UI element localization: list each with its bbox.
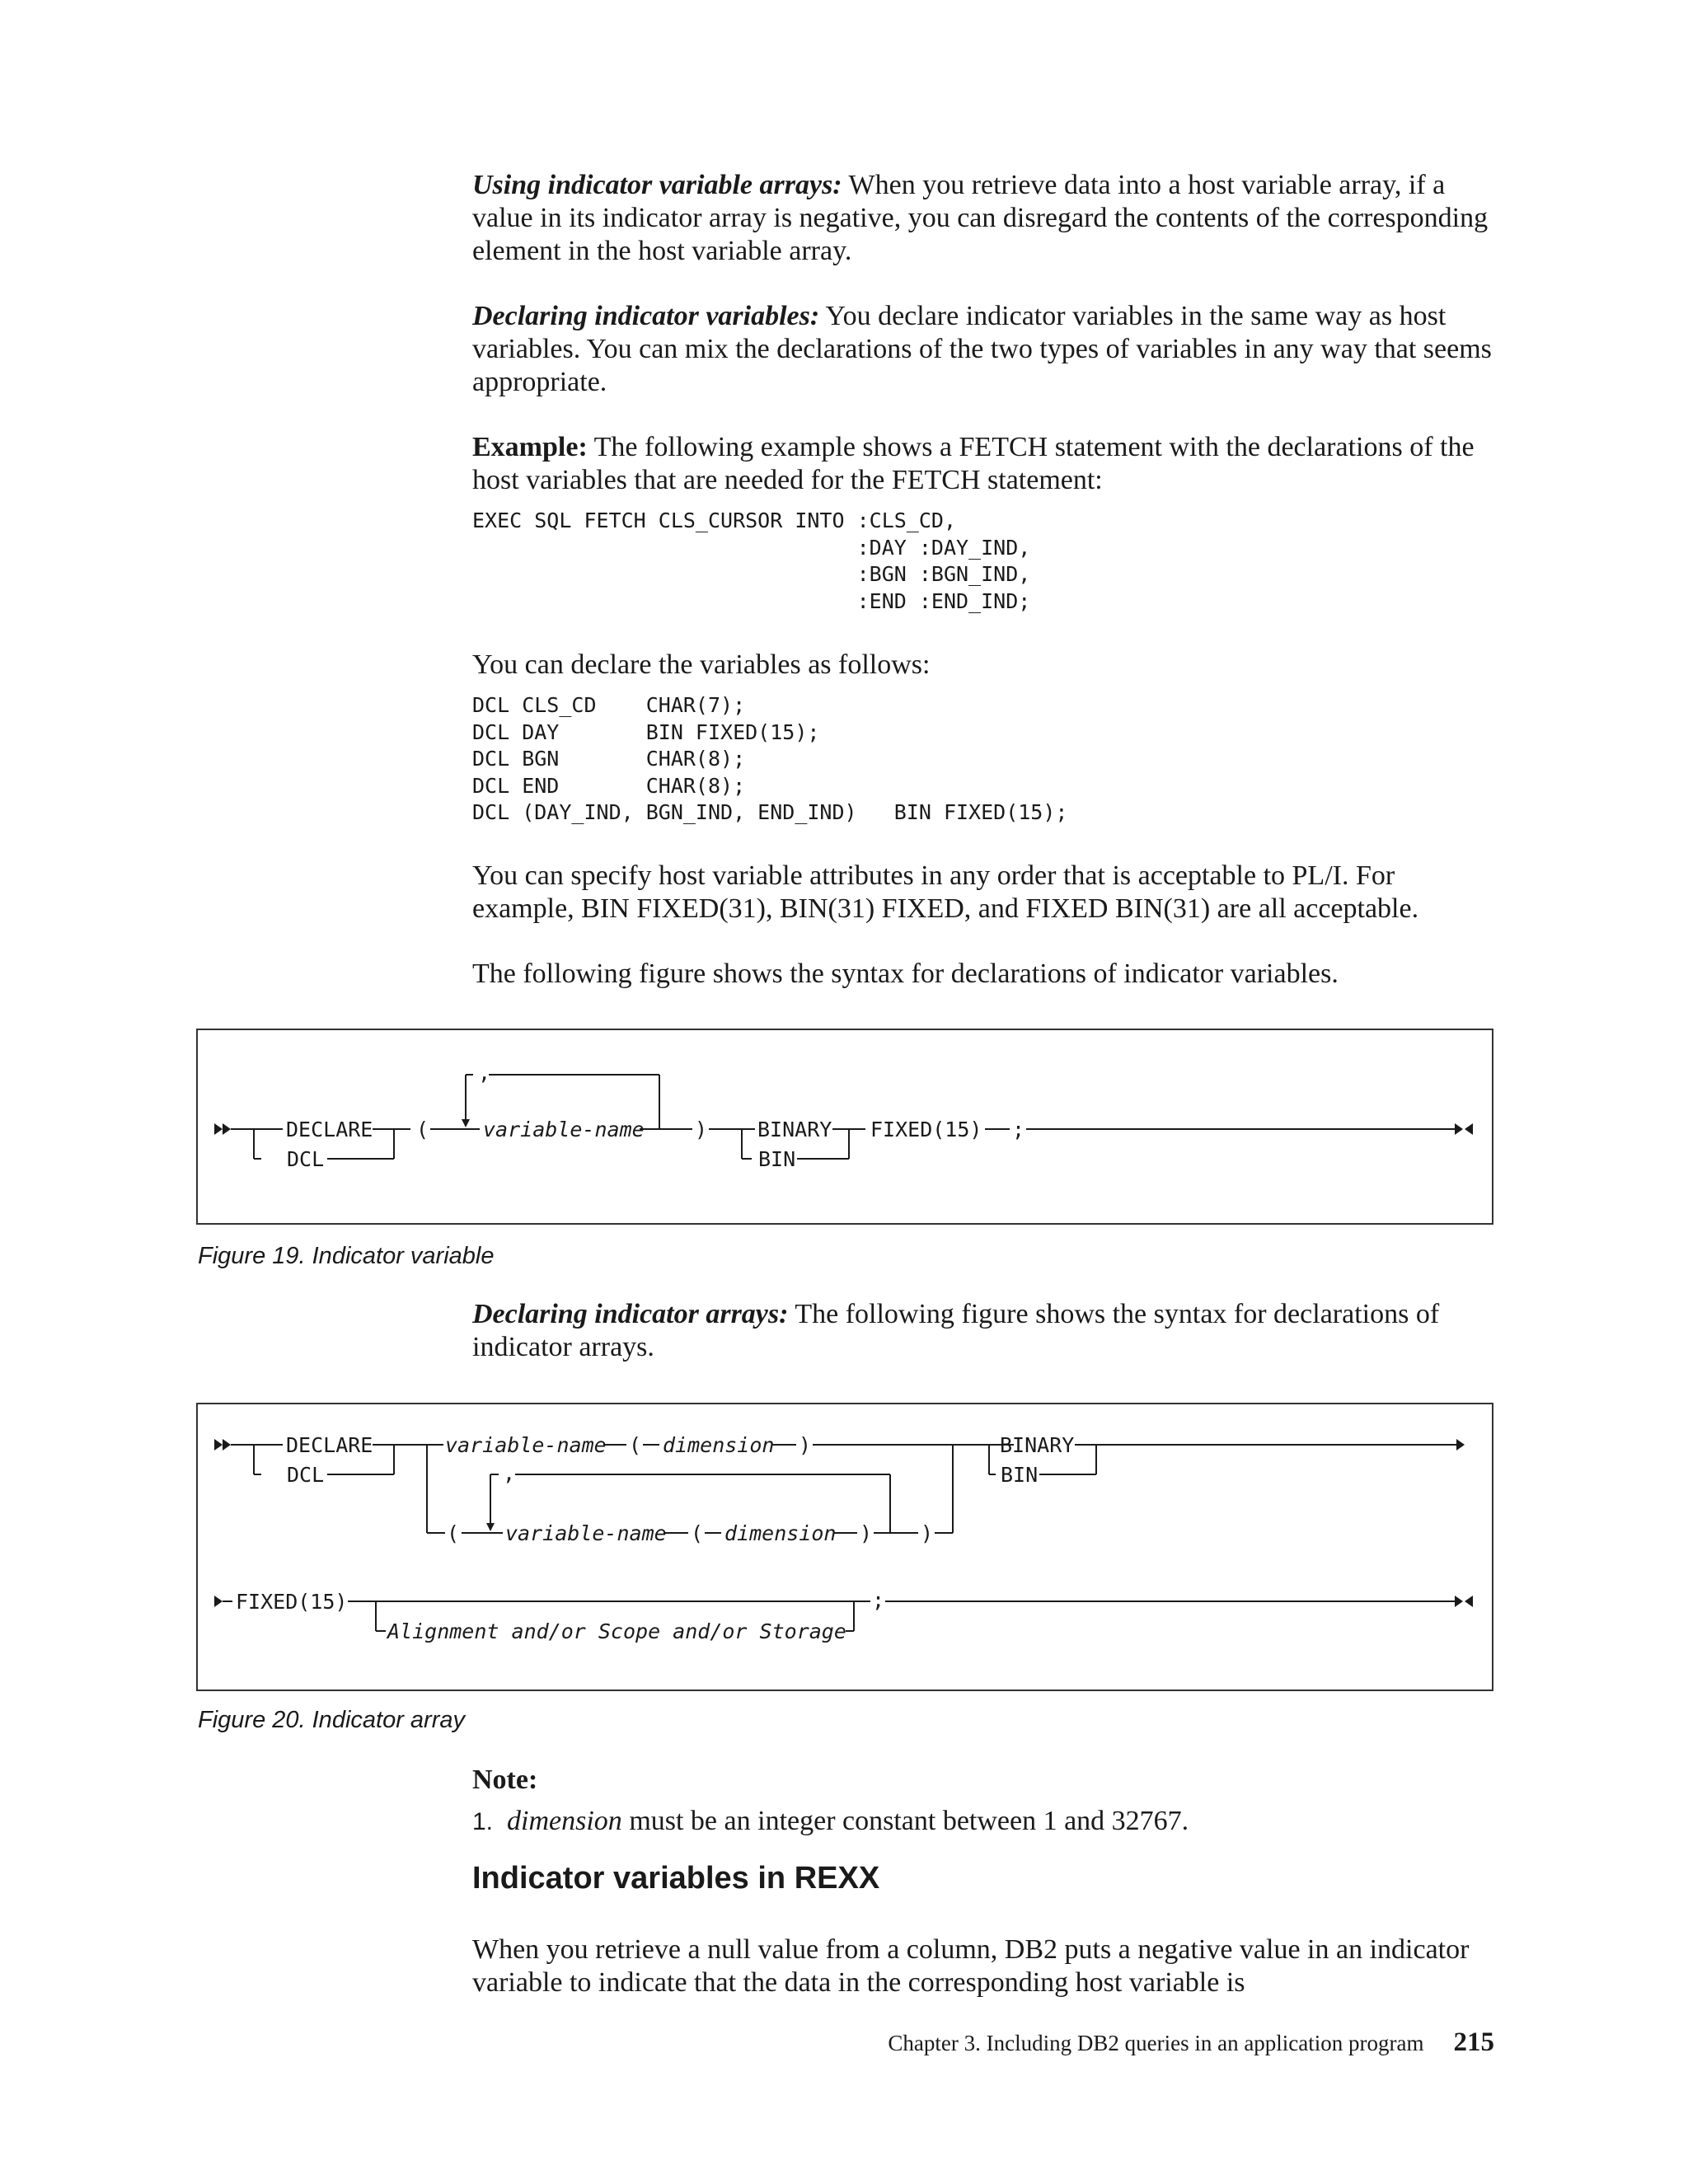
paragraph-text: You declare indicator variables in the same way as host variables. You can mix the declarations of the two types of variables in any way that seems appropriate. [472, 301, 1492, 397]
paragraph-lead: Declaring indicator arrays: [472, 1299, 789, 1329]
figure-20-box [196, 1403, 1493, 1691]
keyword-declare: DECLARE [286, 1118, 373, 1141]
paragraph-lead: Declaring indicator variables: [472, 301, 820, 331]
rparen: ) [695, 1118, 708, 1141]
rparen: ) [799, 1433, 812, 1457]
paragraph-text: When you retrieve data into a host variable array, if a value in its indicator array is negative, you can disregard the contents of the corresponding element in the host variable array. [472, 170, 1489, 266]
start-arrow-icon [214, 1439, 223, 1451]
keyword-fixed: FIXED(15) [236, 1590, 348, 1614]
paragraph-lead: Example: [472, 432, 588, 462]
placeholder-variable-name: variable-name [483, 1118, 645, 1141]
semicolon: ; [1012, 1118, 1025, 1141]
page-number: 215 [1453, 2027, 1494, 2057]
paragraph-declaring-indicator-arrays [472, 1298, 1494, 1364]
lparen: ( [416, 1118, 429, 1141]
placeholder-dimension: dimension [724, 1521, 837, 1545]
page-footer [888, 2027, 1494, 2058]
keyword-binary: BINARY [757, 1118, 832, 1141]
note-item-1 [472, 1805, 1494, 1839]
paragraph-indicator-arrays [472, 169, 1494, 268]
paragraph-rexx-null: When you retrieve a null value from a column, DB2 puts a negative value in an indicator variable to indicate that the data in the corresponding host variable is [472, 1934, 1470, 1998]
keyword-bin: BIN [1001, 1463, 1039, 1487]
end-arrow-icon [1465, 1123, 1473, 1135]
start-arrow-icon [223, 1123, 231, 1135]
lparen: ( [629, 1433, 642, 1457]
keyword-bin: BIN [758, 1147, 796, 1171]
placeholder-variable-name: variable-name [505, 1521, 667, 1545]
continue-arrow-icon [214, 1596, 223, 1607]
continue-arrow-icon [1456, 1439, 1465, 1451]
lparen: ( [447, 1521, 460, 1545]
paragraph-figure-intro: The following figure shows the syntax for declarations of indicator variables. [472, 958, 1339, 989]
paragraph-lead: Using indicator variable arrays: [472, 170, 842, 200]
start-arrow-icon [223, 1439, 231, 1451]
figure-19-caption: Figure 19. Indicator variable [198, 1243, 495, 1269]
section-heading: Indicator variables in REXX [472, 1861, 880, 1896]
placeholder-variable-name: variable-name [445, 1433, 607, 1457]
paragraph-text: The following figure shows the syntax for declarations of indicator arrays. [472, 1299, 1440, 1362]
end-arrow-icon [1455, 1596, 1463, 1607]
code-fetch-statement: EXEC SQL FETCH CLS_CURSOR INTO :CLS_CD, :DAY :DAY_IND, :BGN :BGN_IND, :END :END_IND; [472, 509, 1031, 613]
repeat-arrow-icon [486, 1523, 495, 1531]
figure-20-caption: Figure 20. Indicator array [198, 1707, 465, 1733]
paragraph-declaring-indicator-variables [472, 300, 1494, 399]
end-arrow-icon [1455, 1123, 1463, 1135]
paragraph-attributes-order: You can specify host variable attributes in any order that is acceptable to PL/I. For example, BIN FIXED(31), BIN(31) FIXED, and FIXED BIN(31) are all acceptable. [472, 860, 1419, 924]
semicolon: ; [872, 1588, 885, 1612]
keyword-binary: BINARY [1000, 1433, 1075, 1457]
figure-19-box [196, 1029, 1493, 1225]
lparen: ( [691, 1521, 704, 1545]
repeat-separator-comma: , [478, 1061, 491, 1085]
paragraph-declare-as-follows: You can declare the variables as follows: [472, 649, 931, 680]
syntax-diagram-indicator-array [198, 1404, 1492, 1690]
paragraph-example [472, 431, 1494, 497]
note-text: must be an integer constant between 1 and 32767. [621, 1806, 1189, 1836]
note-label: Note: [472, 1765, 538, 1795]
footer-chapter: Chapter 3. Including DB2 queries in an application program [888, 2031, 1424, 2055]
keyword-fixed: FIXED(15) [870, 1118, 982, 1141]
start-arrow-icon [214, 1123, 223, 1135]
rparen: ) [921, 1521, 934, 1545]
keyword-dcl: DCL [287, 1463, 325, 1487]
paragraph-text: The following example shows a FETCH statement with the declarations of the host variables that are needed for the FETCH statement: [472, 432, 1475, 495]
syntax-diagram-indicator-variable [198, 1030, 1492, 1223]
note-term: dimension [507, 1806, 622, 1836]
placeholder-dimension: dimension [663, 1433, 775, 1457]
keyword-declare: DECLARE [286, 1433, 373, 1457]
end-arrow-icon [1465, 1596, 1473, 1607]
keyword-dcl: DCL [287, 1147, 325, 1171]
repeat-separator-comma: , [503, 1461, 516, 1485]
code-declarations: DCL CLS_CD CHAR(7); DCL DAY BIN FIXED(15); DCL BGN CHAR(8); DCL END CHAR(8); DCL (DAY_IND, BGN_IND, END_IND) BIN FIXED(15); [472, 693, 1068, 824]
note-number: 1. [472, 1808, 494, 1835]
repeat-arrow-icon [462, 1119, 470, 1127]
placeholder-alignment-scope-storage: Alignment and/or Scope and/or Storage [387, 1619, 846, 1643]
rparen: ) [860, 1521, 873, 1545]
